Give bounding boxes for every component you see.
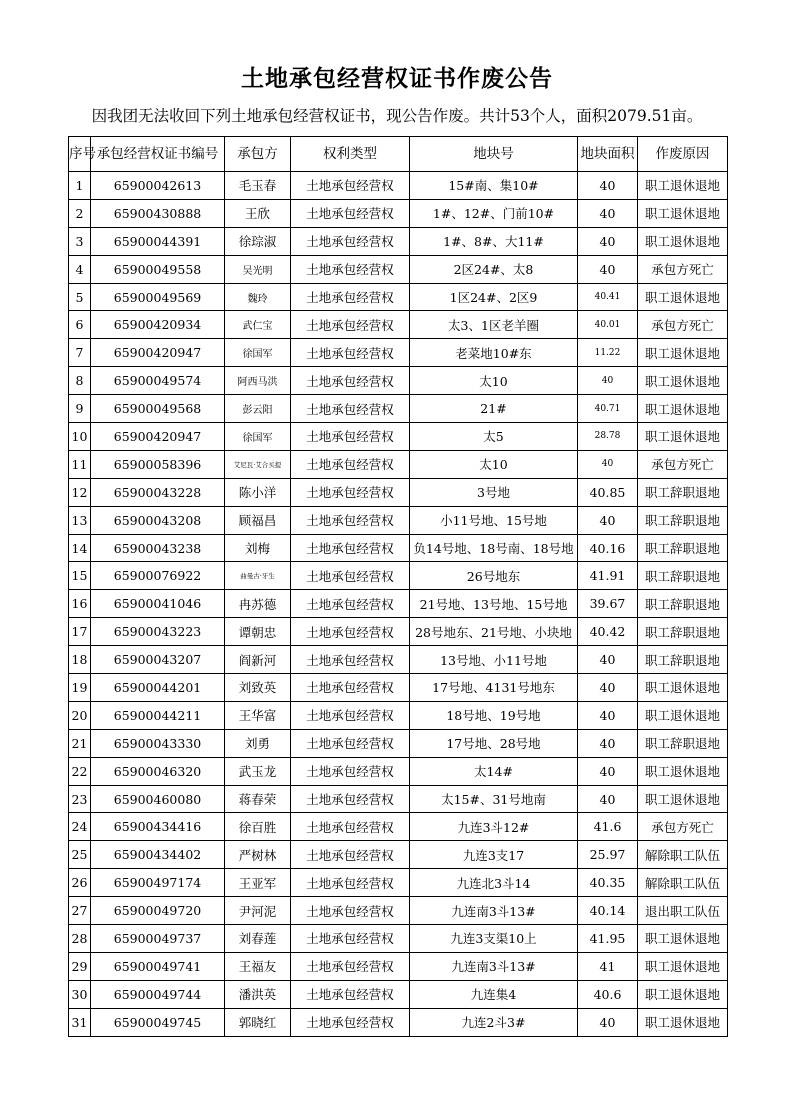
cell-reason: 职工退休退地 <box>638 395 728 423</box>
cell-holder: 刘梅 <box>225 534 291 562</box>
cell-type: 土地承包经营权 <box>291 339 410 367</box>
cell-plot: 21号地、13号地、15号地 <box>410 590 578 618</box>
cell-no: 10 <box>69 423 91 451</box>
cell-no: 15 <box>69 562 91 590</box>
cell-plot: 太15#、31号地南 <box>410 785 578 813</box>
table-row <box>69 701 728 729</box>
table-row <box>69 980 728 1008</box>
cell-cert: 65900043330 <box>91 729 225 757</box>
cell-plot: 2区24#、太8 <box>410 255 578 283</box>
cell-reason: 职工退休退地 <box>638 172 728 200</box>
cell-area: 39.67 <box>578 590 638 618</box>
cell-reason: 职工辞职退地 <box>638 646 728 674</box>
cell-no: 16 <box>69 590 91 618</box>
table-row <box>69 757 728 785</box>
cell-area: 40 <box>578 701 638 729</box>
cell-reason: 职工退休退地 <box>638 980 728 1008</box>
cell-no: 23 <box>69 785 91 813</box>
cell-cert: 65900049720 <box>91 897 225 925</box>
cell-no: 3 <box>69 227 91 255</box>
cell-reason: 职工退休退地 <box>638 227 728 255</box>
cell-area: 41.95 <box>578 925 638 953</box>
table-row <box>69 618 728 646</box>
cell-type: 土地承包经营权 <box>291 534 410 562</box>
cell-area: 40 <box>578 227 638 255</box>
cell-no: 2 <box>69 199 91 227</box>
table-row <box>69 785 728 813</box>
cell-holder: 毛玉春 <box>225 172 291 200</box>
cell-type: 土地承包经营权 <box>291 618 410 646</box>
cell-holder: 艾尼瓦·艾合买提 <box>225 450 291 478</box>
cell-type: 土地承包经营权 <box>291 757 410 785</box>
cell-reason: 职工退休退地 <box>638 339 728 367</box>
cell-no: 21 <box>69 729 91 757</box>
cell-cert: 65900434402 <box>91 841 225 869</box>
header-plot: 地块号 <box>410 137 578 172</box>
cell-holder: 顾福昌 <box>225 506 291 534</box>
cell-plot: 13号地、小11号地 <box>410 646 578 674</box>
table-row <box>69 729 728 757</box>
certificate-table <box>68 136 728 1037</box>
cell-plot: 太10 <box>410 450 578 478</box>
cell-cert: 65900049568 <box>91 395 225 423</box>
table-row <box>69 199 728 227</box>
cell-holder: 徐琮淑 <box>225 227 291 255</box>
cell-holder: 吴光明 <box>225 255 291 283</box>
cell-holder: 徐国军 <box>225 423 291 451</box>
table-row <box>69 841 728 869</box>
cell-reason: 职工辞职退地 <box>638 618 728 646</box>
cell-area: 40 <box>578 646 638 674</box>
cell-reason: 职工退休退地 <box>638 925 728 953</box>
cell-plot: 太5 <box>410 423 578 451</box>
cell-reason: 职工辞职退地 <box>638 506 728 534</box>
table-row <box>69 367 728 395</box>
cell-no: 5 <box>69 283 91 311</box>
cell-type: 土地承包经营权 <box>291 952 410 980</box>
cell-plot: 九连2斗3# <box>410 1008 578 1036</box>
cell-cert: 65900049558 <box>91 255 225 283</box>
cell-holder: 郭晓红 <box>225 1008 291 1036</box>
cell-no: 7 <box>69 339 91 367</box>
header-cert: 承包经营权证书编号 <box>91 137 225 172</box>
cell-cert: 65900049744 <box>91 980 225 1008</box>
cell-holder: 徐国军 <box>225 339 291 367</box>
cell-area: 40.01 <box>578 311 638 339</box>
cell-area: 40 <box>578 506 638 534</box>
cell-no: 4 <box>69 255 91 283</box>
cell-holder: 阎新河 <box>225 646 291 674</box>
cell-cert: 65900049741 <box>91 952 225 980</box>
cell-cert: 65900046320 <box>91 757 225 785</box>
cell-no: 11 <box>69 450 91 478</box>
cell-type: 土地承包经营权 <box>291 562 410 590</box>
table-row <box>69 506 728 534</box>
cell-area: 40.6 <box>578 980 638 1008</box>
cell-type: 土地承包经营权 <box>291 450 410 478</box>
cell-holder: 王亚军 <box>225 869 291 897</box>
table-body <box>69 172 728 1037</box>
cell-holder: 曲曼古·牙生 <box>225 562 291 590</box>
cell-holder: 谭朝忠 <box>225 618 291 646</box>
cell-holder: 刘致英 <box>225 674 291 702</box>
cell-plot: 小11号地、15号地 <box>410 506 578 534</box>
cell-no: 22 <box>69 757 91 785</box>
cell-plot: 九连3支17 <box>410 841 578 869</box>
cell-holder: 王福友 <box>225 952 291 980</box>
cell-cert: 65900049569 <box>91 283 225 311</box>
cell-reason: 职工辞职退地 <box>638 590 728 618</box>
cell-reason: 职工退休退地 <box>638 367 728 395</box>
cell-area: 40.71 <box>578 395 638 423</box>
header-area: 地块面积 <box>578 137 638 172</box>
cell-type: 土地承包经营权 <box>291 478 410 506</box>
cell-cert: 65900434416 <box>91 813 225 841</box>
cell-reason: 职工退休退地 <box>638 952 728 980</box>
cell-area: 40 <box>578 255 638 283</box>
cell-plot: 17号地、28号地 <box>410 729 578 757</box>
table-row <box>69 395 728 423</box>
cell-no: 20 <box>69 701 91 729</box>
cell-cert: 65900430888 <box>91 199 225 227</box>
cell-area: 25.97 <box>578 841 638 869</box>
cell-reason: 职工退休退地 <box>638 283 728 311</box>
cell-reason: 职工辞职退地 <box>638 534 728 562</box>
table-row <box>69 255 728 283</box>
table-row <box>69 450 728 478</box>
table-row <box>69 1008 728 1036</box>
cell-type: 土地承包经营权 <box>291 980 410 1008</box>
page-title: 土地承包经营权证书作废公告 <box>241 65 553 92</box>
cell-no: 29 <box>69 952 91 980</box>
cell-type: 土地承包经营权 <box>291 367 410 395</box>
cell-area: 40 <box>578 757 638 785</box>
cell-no: 26 <box>69 869 91 897</box>
cell-cert: 65900043207 <box>91 646 225 674</box>
cell-type: 土地承包经营权 <box>291 646 410 674</box>
cell-plot: 九连3斗12# <box>410 813 578 841</box>
cell-type: 土地承包经营权 <box>291 283 410 311</box>
cell-cert: 65900042613 <box>91 172 225 200</box>
cell-cert: 65900049745 <box>91 1008 225 1036</box>
cell-cert: 65900460080 <box>91 785 225 813</box>
cell-holder: 尹河泥 <box>225 897 291 925</box>
cell-cert: 65900043228 <box>91 478 225 506</box>
cell-type: 土地承包经营权 <box>291 701 410 729</box>
cell-plot: 太10 <box>410 367 578 395</box>
cell-cert: 65900049574 <box>91 367 225 395</box>
cell-reason: 职工退休退地 <box>638 423 728 451</box>
cell-type: 土地承包经营权 <box>291 227 410 255</box>
header-reason: 作废原因 <box>638 137 728 172</box>
cell-area: 40.16 <box>578 534 638 562</box>
cell-plot: 3号地 <box>410 478 578 506</box>
cell-no: 9 <box>69 395 91 423</box>
cell-area: 41.6 <box>578 813 638 841</box>
cell-area: 40.41 <box>578 283 638 311</box>
cell-plot: 1#、8#、大11# <box>410 227 578 255</box>
cell-reason: 职工退休退地 <box>638 757 728 785</box>
cell-type: 土地承包经营权 <box>291 199 410 227</box>
cell-holder: 魏玲 <box>225 283 291 311</box>
header-holder: 承包方 <box>225 137 291 172</box>
cell-cert: 65900420934 <box>91 311 225 339</box>
cell-reason: 职工退休退地 <box>638 199 728 227</box>
announcement-intro: 因我团无法收回下列土地承包经营权证书，现公告作废。共计53个人，面积2079.51亩。 <box>91 107 703 125</box>
cell-cert: 65900497174 <box>91 869 225 897</box>
cell-reason: 职工退休退地 <box>638 701 728 729</box>
table-row <box>69 813 728 841</box>
cell-reason: 职工退休退地 <box>638 674 728 702</box>
cell-cert: 65900420947 <box>91 339 225 367</box>
cell-holder: 王华富 <box>225 701 291 729</box>
cell-plot: 九连南3斗13# <box>410 952 578 980</box>
cell-holder: 彭云阳 <box>225 395 291 423</box>
cell-plot: 18号地、19号地 <box>410 701 578 729</box>
table-row <box>69 172 728 200</box>
cell-no: 18 <box>69 646 91 674</box>
table-row <box>69 227 728 255</box>
cell-type: 土地承包经营权 <box>291 423 410 451</box>
cell-reason: 职工辞职退地 <box>638 729 728 757</box>
cell-area: 40 <box>578 172 638 200</box>
table-row <box>69 897 728 925</box>
cell-holder: 严树林 <box>225 841 291 869</box>
cell-cert: 65900041046 <box>91 590 225 618</box>
table-row <box>69 590 728 618</box>
cell-no: 27 <box>69 897 91 925</box>
table-row <box>69 423 728 451</box>
cell-cert: 65900044211 <box>91 701 225 729</box>
table-row <box>69 534 728 562</box>
cell-reason: 承包方死亡 <box>638 450 728 478</box>
table-row <box>69 283 728 311</box>
cell-no: 13 <box>69 506 91 534</box>
cell-reason: 承包方死亡 <box>638 255 728 283</box>
cell-no: 12 <box>69 478 91 506</box>
cell-reason: 职工退休退地 <box>638 1008 728 1036</box>
cell-area: 40 <box>578 199 638 227</box>
cell-reason: 解除职工队伍 <box>638 841 728 869</box>
cell-type: 土地承包经营权 <box>291 813 410 841</box>
cell-reason: 承包方死亡 <box>638 813 728 841</box>
cell-cert: 65900043223 <box>91 618 225 646</box>
cell-plot: 负14号地、18号南、18号地 <box>410 534 578 562</box>
cell-area: 40.14 <box>578 897 638 925</box>
cell-type: 土地承包经营权 <box>291 925 410 953</box>
cell-holder: 潘洪英 <box>225 980 291 1008</box>
table-row <box>69 646 728 674</box>
cell-plot: 26号地东 <box>410 562 578 590</box>
cell-plot: 21# <box>410 395 578 423</box>
table-row <box>69 562 728 590</box>
cell-cert: 65900044391 <box>91 227 225 255</box>
cell-holder: 蒋春荣 <box>225 785 291 813</box>
table-row <box>69 869 728 897</box>
table-row <box>69 925 728 953</box>
cell-holder: 阿西马洪 <box>225 367 291 395</box>
cell-reason: 职工退休退地 <box>638 785 728 813</box>
cell-plot: 15#南、集10# <box>410 172 578 200</box>
cell-type: 土地承包经营权 <box>291 311 410 339</box>
cell-reason: 解除职工队伍 <box>638 869 728 897</box>
cell-no: 28 <box>69 925 91 953</box>
cell-type: 土地承包经营权 <box>291 395 410 423</box>
cell-cert: 65900420947 <box>91 423 225 451</box>
table-header <box>69 137 728 172</box>
cell-type: 土地承包经营权 <box>291 729 410 757</box>
cell-holder: 陈小洋 <box>225 478 291 506</box>
table-row <box>69 478 728 506</box>
cell-type: 土地承包经营权 <box>291 172 410 200</box>
header-no: 序号 <box>69 137 91 172</box>
cell-area: 28.78 <box>578 423 638 451</box>
table-row <box>69 952 728 980</box>
cell-cert: 65900058396 <box>91 450 225 478</box>
cell-type: 土地承包经营权 <box>291 785 410 813</box>
cell-no: 24 <box>69 813 91 841</box>
cell-type: 土地承包经营权 <box>291 897 410 925</box>
header-row <box>69 137 728 172</box>
cell-no: 17 <box>69 618 91 646</box>
cell-plot: 1#、12#、门前10# <box>410 199 578 227</box>
cell-area: 40 <box>578 674 638 702</box>
cell-no: 1 <box>69 172 91 200</box>
cell-area: 41 <box>578 952 638 980</box>
cell-plot: 17号地、4131号地东 <box>410 674 578 702</box>
cell-no: 25 <box>69 841 91 869</box>
cell-no: 31 <box>69 1008 91 1036</box>
cell-reason: 职工辞职退地 <box>638 562 728 590</box>
cell-plot: 太14# <box>410 757 578 785</box>
cell-cert: 65900076922 <box>91 562 225 590</box>
cell-plot: 九连南3斗13# <box>410 897 578 925</box>
cell-area: 40 <box>578 367 638 395</box>
cell-plot: 28号地东、21号地、小块地 <box>410 618 578 646</box>
table-row <box>69 674 728 702</box>
cell-no: 30 <box>69 980 91 1008</box>
cell-no: 6 <box>69 311 91 339</box>
cell-cert: 65900044201 <box>91 674 225 702</box>
cell-holder: 刘春莲 <box>225 925 291 953</box>
table-row <box>69 339 728 367</box>
cell-area: 40.85 <box>578 478 638 506</box>
table-row <box>69 311 728 339</box>
cell-plot: 1区24#、2区9 <box>410 283 578 311</box>
cell-cert: 65900049737 <box>91 925 225 953</box>
cell-no: 14 <box>69 534 91 562</box>
cell-plot: 九连北3斗14 <box>410 869 578 897</box>
cell-type: 土地承包经营权 <box>291 1008 410 1036</box>
cell-reason: 职工辞职退地 <box>638 478 728 506</box>
cell-holder: 武玉龙 <box>225 757 291 785</box>
cell-holder: 徐百胜 <box>225 813 291 841</box>
cell-area: 40 <box>578 1008 638 1036</box>
cell-area: 41.91 <box>578 562 638 590</box>
cell-no: 8 <box>69 367 91 395</box>
cell-type: 土地承包经营权 <box>291 255 410 283</box>
cell-type: 土地承包经营权 <box>291 869 410 897</box>
cell-plot: 老菜地10#东 <box>410 339 578 367</box>
cell-area: 11.22 <box>578 339 638 367</box>
cell-holder: 武仁宝 <box>225 311 291 339</box>
cell-type: 土地承包经营权 <box>291 506 410 534</box>
cell-type: 土地承包经营权 <box>291 841 410 869</box>
cell-area: 40.42 <box>578 618 638 646</box>
cell-reason: 承包方死亡 <box>638 311 728 339</box>
cell-type: 土地承包经营权 <box>291 590 410 618</box>
cell-cert: 65900043238 <box>91 534 225 562</box>
cell-holder: 冉苏德 <box>225 590 291 618</box>
cell-reason: 退出职工队伍 <box>638 897 728 925</box>
cell-area: 40.35 <box>578 869 638 897</box>
cell-area: 40 <box>578 450 638 478</box>
cell-plot: 九连3支渠10上 <box>410 925 578 953</box>
cell-holder: 刘勇 <box>225 729 291 757</box>
cell-plot: 九连集4 <box>410 980 578 1008</box>
cell-plot: 太3、1区老羊圈 <box>410 311 578 339</box>
cell-holder: 王欣 <box>225 199 291 227</box>
header-type: 权利类型 <box>291 137 410 172</box>
cell-cert: 65900043208 <box>91 506 225 534</box>
cell-no: 19 <box>69 674 91 702</box>
cell-area: 40 <box>578 729 638 757</box>
cell-type: 土地承包经营权 <box>291 674 410 702</box>
cell-area: 40 <box>578 785 638 813</box>
